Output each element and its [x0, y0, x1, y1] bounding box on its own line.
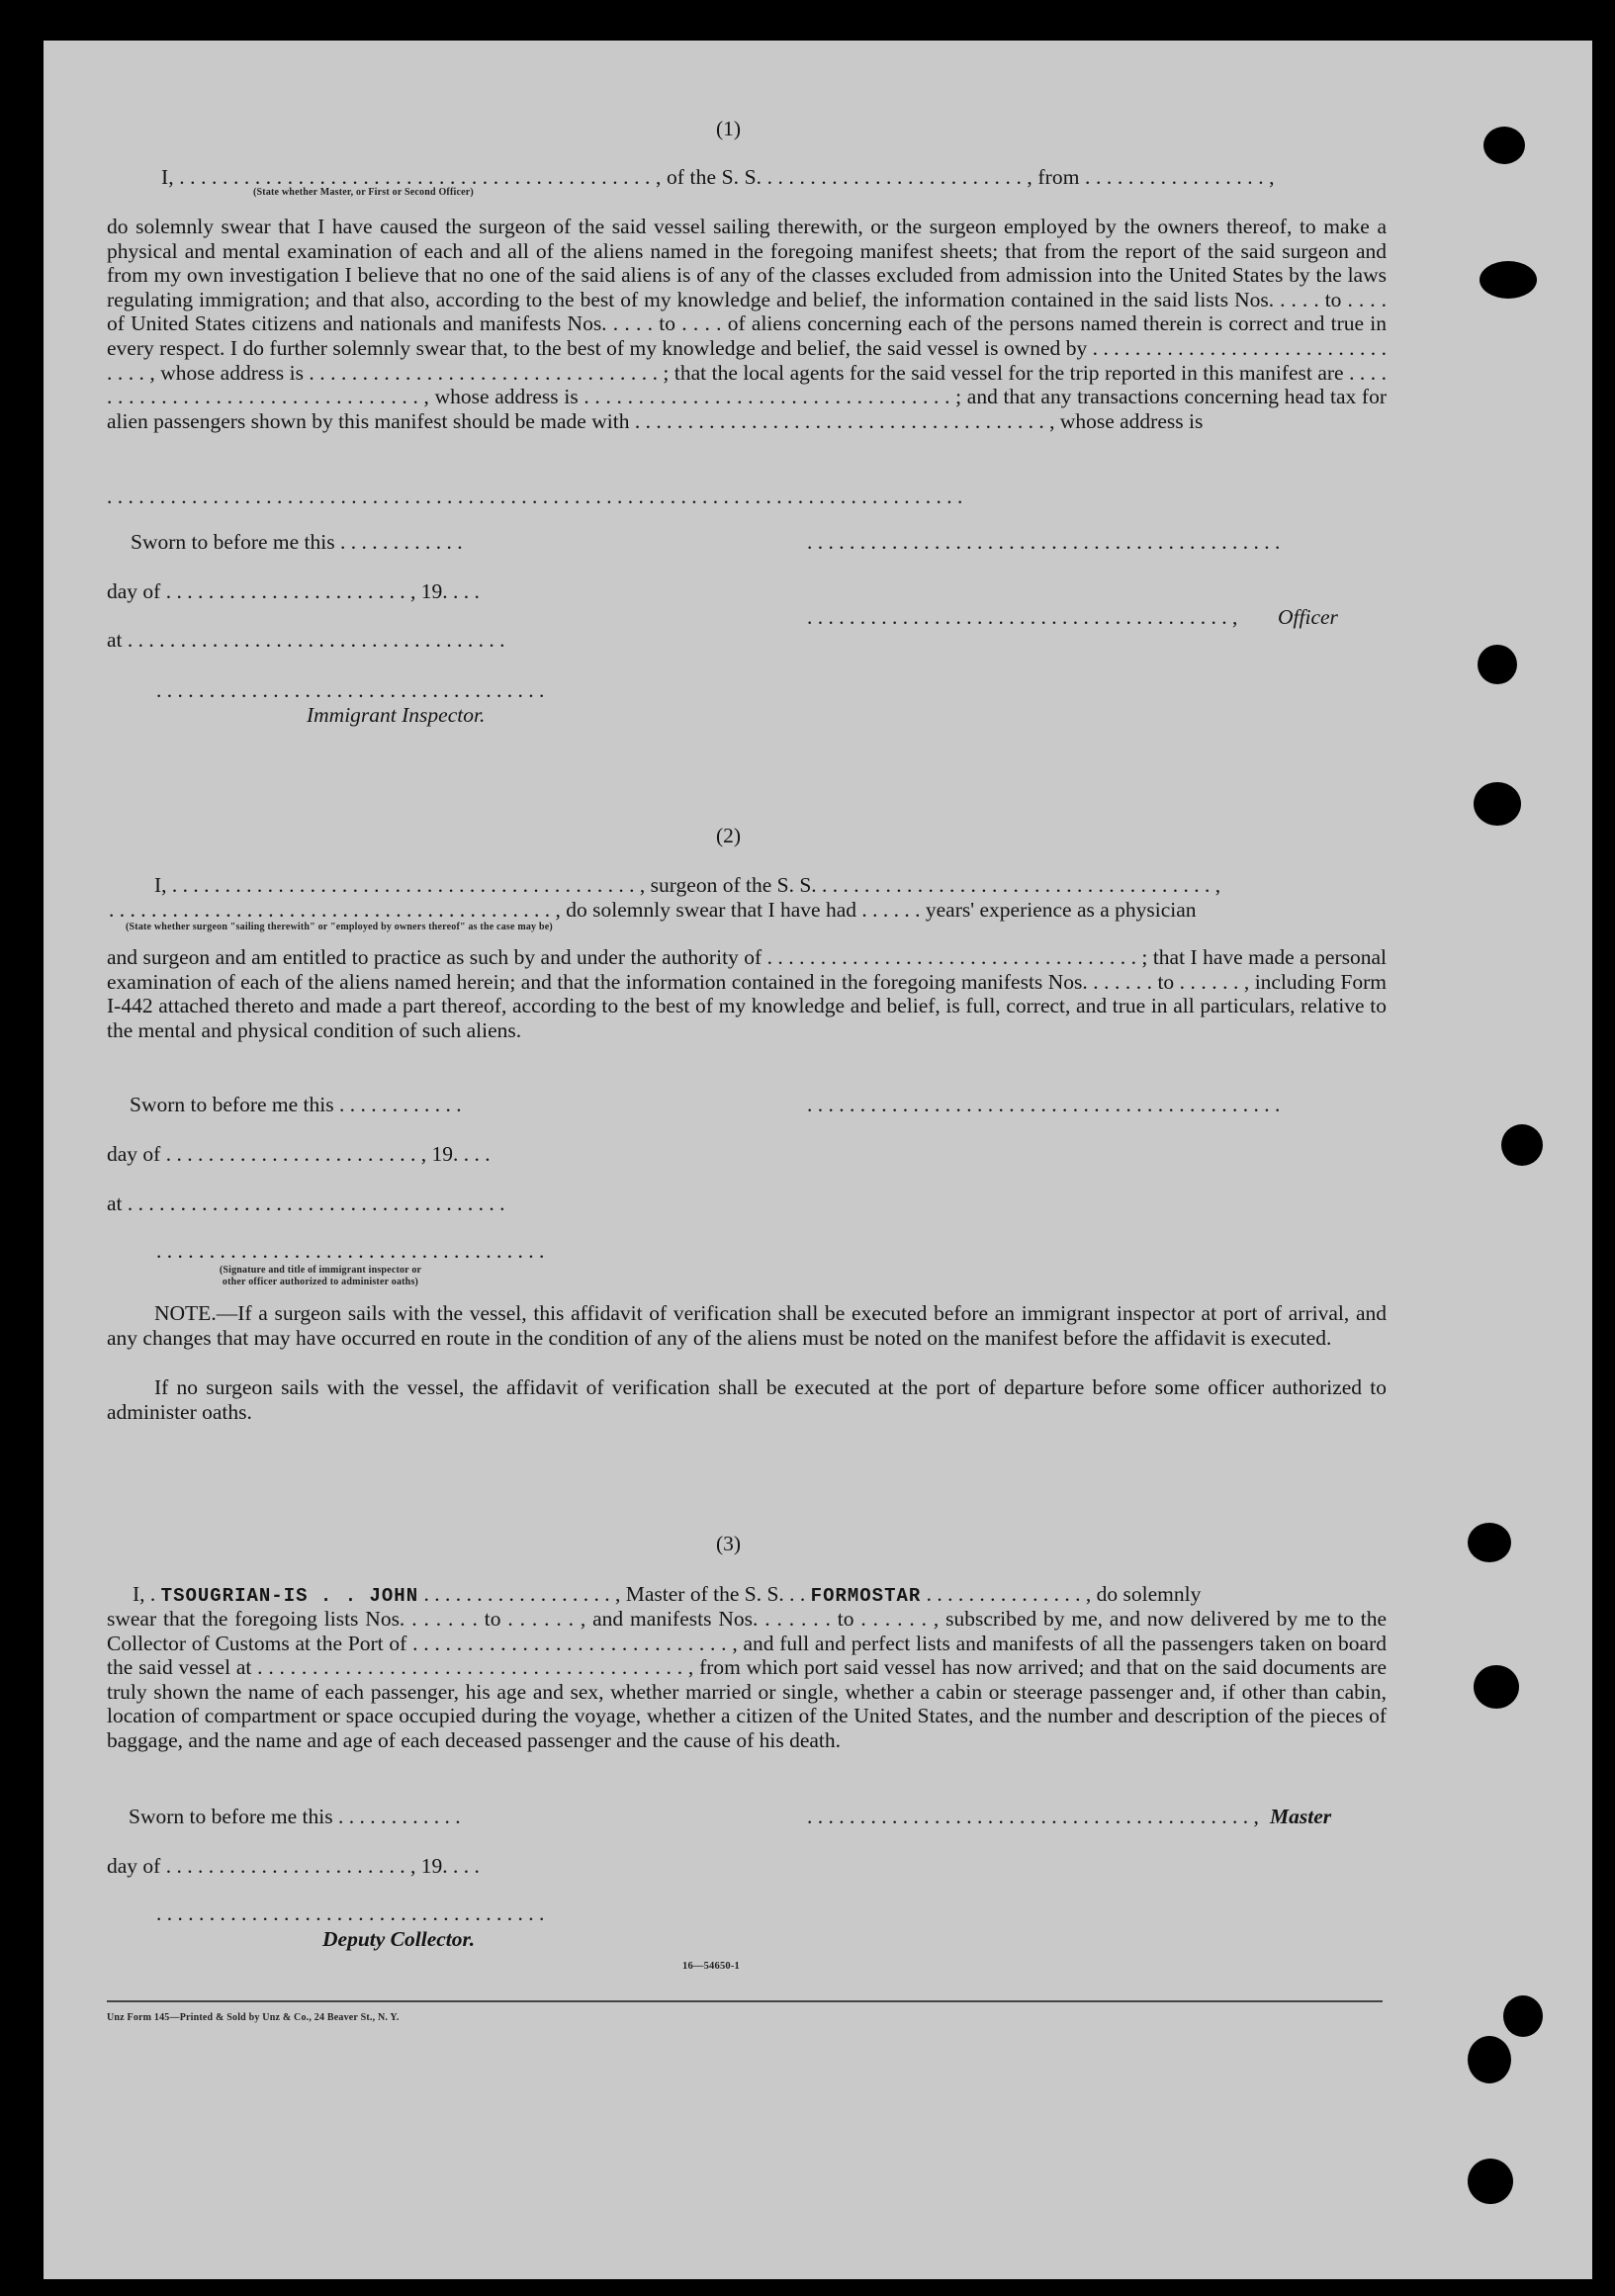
punch-hole — [1474, 1665, 1519, 1709]
section-2-surgeon-note: (State whether surgeon "sailing therewith" or "employed by owners thereof" as the case may be) — [126, 922, 553, 932]
section-2-at: at . . . . . . . . . . . . . . . . . . . . . . . . . . . . . . . . . . . . — [107, 1192, 505, 1215]
section-3-oath-text: swear that the foregoing lists Nos. . . . . . . to . . . . . . , and manifests Nos. . . . . . . to . . . . . . , subscribed by me, and now delivered by me to the Collector of Customs at the Port of . . . . . . . . . . . . . . . . . . . . . . . . . . . . . , and full and perfect lists and manifests of all the passengers taken on board the said vessel at . . . . . . . . . . . . . . . . . . . . . . . . . . . . . . . . . . . . . . . , from which port said vessel has now arrived; and that on the said documents are truly shown the name of each passenger, his age and sex, whether married or single, whether a cabin or steerage passenger and, if other than cabin, location of compartment or space occupied during the voyage, whether a citizen of the United States, and the number and description of the pieces of baggage, and the name and age of each deceased passenger and the cause of his death. — [107, 1607, 1387, 1752]
section-2-inspector-note-2: other officer authorized to administer oaths) — [222, 1277, 419, 1287]
punch-hole — [1478, 645, 1517, 684]
section-3-ship-name: FORMOSTAR — [810, 1585, 922, 1607]
section-3-number: (3) — [715, 1532, 742, 1555]
section-1-officer-line: . . . . . . . . . . . . . . . . . . . . . . . . . . . . . . . . . . . . . . . . , — [807, 605, 1238, 629]
section-3-master-signature-line: . . . . . . . . . . . . . . . . . . . . . . . . . . . . . . . . . . . . . . . . . . , — [807, 1805, 1259, 1828]
section-1-inspector-label: Immigrant Inspector. — [307, 703, 486, 727]
section-3-line-end: . . . . . . . . . . . . . . . , do solemnly — [926, 1582, 1202, 1606]
section-1-address-dots: . . . . . . . . . . . . . . . . . . . . . . . . . . . . . . . . . . . . . . . . . . . . . . . . . . . . . . . . . . . . . . . . . . . . . . . . . . . . . . . . . — [107, 485, 963, 508]
section-1-day: day of . . . . . . . . . . . . . . . . . . . . . . . , 19. . . . — [107, 579, 480, 603]
punch-hole — [1501, 1124, 1543, 1166]
section-2-sworn: Sworn to before me this . . . . . . . . . . . . — [130, 1093, 462, 1116]
section-3-master-name: TSOUGRIAN-IS . . JOHN — [160, 1585, 419, 1607]
section-2-experience-line: . . . . . . . . . . . . . . . . . . . . . . . . . . . . . . . . . . . . . . . . . . , do solemnly swear that I have had . . . . . . years' experience as a physician — [109, 898, 1197, 922]
section-3-master-label: Master — [1270, 1805, 1332, 1828]
printer-footer: Unz Form 145—Printed & Sold by Unz & Co., 24 Beaver St., N. Y. — [107, 2012, 400, 2023]
punch-hole — [1468, 2159, 1513, 2204]
section-3-master-line — [133, 1582, 1201, 1609]
section-1-officer-label: Officer — [1278, 605, 1338, 629]
section-1-signature-line: . . . . . . . . . . . . . . . . . . . . . . . . . . . . . . . . . . . . . . . . . . . . . — [807, 530, 1281, 554]
section-3-day: day of . . . . . . . . . . . . . . . . . . . . . . . , 19. . . . — [107, 1854, 480, 1878]
section-2-note-paragraph: NOTE.—If a surgeon sails with the vessel, this affidavit of verification shall be executed before an immigrant inspector at port of arrival, and any changes that may have occurred en route in the condition of any of the aliens must be noted on the manifest before the affidavit is executed. — [107, 1301, 1387, 1350]
form-page — [44, 41, 1592, 2279]
section-2-number: (2) — [715, 824, 742, 847]
section-3-i-prefix: I, . — [133, 1582, 156, 1606]
punch-hole — [1483, 127, 1525, 164]
punch-hole — [1468, 2036, 1511, 2083]
section-2-day: day of . . . . . . . . . . . . . . . . . . . . . . . . , 19. . . . — [107, 1142, 491, 1166]
section-3-sworn: Sworn to before me this . . . . . . . . . . . . — [129, 1805, 461, 1828]
section-1-number: (1) — [715, 117, 742, 140]
section-2-inspector-line: . . . . . . . . . . . . . . . . . . . . . . . . . . . . . . . . . . . . . — [156, 1239, 545, 1263]
section-3-collector-line: . . . . . . . . . . . . . . . . . . . . . . . . . . . . . . . . . . . . . — [156, 1901, 545, 1925]
punch-hole — [1480, 261, 1537, 299]
punch-hole — [1503, 1995, 1543, 2037]
section-2-inspector-note-1: (Signature and title of immigrant inspector or — [219, 1265, 422, 1276]
punch-hole — [1474, 782, 1521, 826]
section-2-signature-line: . . . . . . . . . . . . . . . . . . . . . . . . . . . . . . . . . . . . . . . . . . . . . — [807, 1093, 1281, 1116]
section-3-collector-label: Deputy Collector. — [322, 1927, 476, 1951]
punch-hole — [1468, 1523, 1511, 1562]
section-3-master-mid: . . . . . . . . . . . . . . . . . . , Master of the S. S. . . — [423, 1582, 806, 1606]
section-2-oath-text: and surgeon and am entitled to practice as such by and under the authority of . . . . . . . . . . . . . . . . . . . . . . . . . . . . . . . . . . . ; that I have made a personal examination of each of the aliens named herein; and that the information contained in the foregoing manifests Nos. . . . . . . to . . . . . . , including Form I-442 attached thereto and made a part thereof, according to the best of my knowledge and belief, is full, correct, and true in all particulars, relative to the mental and physical condition of such aliens. — [107, 945, 1387, 1042]
section-1-officer-note: (State whether Master, or First or Second Officer) — [253, 187, 474, 198]
section-1-declarant-line: I, . . . . . . . . . . . . . . . . . . . . . . . . . . . . . . . . . . . . . . . . . . . . , of the S. S. . . . . . . . . . . . . . . . . . . . . . . . . , from . . . . . . . . . . . . . . . . . , — [161, 165, 1275, 189]
section-1-inspector-line: . . . . . . . . . . . . . . . . . . . . . . . . . . . . . . . . . . . . . — [156, 678, 545, 702]
section-2-surgeon-line: I, . . . . . . . . . . . . . . . . . . . . . . . . . . . . . . . . . . . . . . . . . . . . , surgeon of the S. S. . . . . . . . . . . . . . . . . . . . . . . . . . . . . . . . . . . . . . , — [154, 873, 1221, 897]
section-2-no-surgeon-paragraph: If no surgeon sails with the vessel, the affidavit of verification shall be executed at the port of departure before some officer authorized to administer oaths. — [107, 1375, 1387, 1424]
section-1-oath-text: do solemnly swear that I have caused the surgeon of the said vessel sailing therewith, or the surgeon employed by the owners thereof, to make a physical and mental examination of each and all of the aliens named in the foregoing manifest sheets; that from the report of the said surgeon and from my own investigation I believe that no one of the said aliens is of any of the classes excluded from admission into the United States by the laws regulating immigration; and that also, according to the best of my knowledge and belief, the information contained in the said lists Nos. . . . . to . . . . of United States citizens and nationals and manifests Nos. . . . . to . . . . of aliens concerning each of the persons named therein is correct and true in every respect. I do further solemnly swear that, to the best of my knowledge and belief, the said vessel is owned by . . . . . . . . . . . . . . . . . . . . . . . . . . . . . . . . , whose address is . . . . . . . . . . . . . . . . . . . . . . . . . . . . . . . . . ; that the local agents for the said vessel for the trip reported in this manifest are . . . . . . . . . . . . . . . . . . . . . . . . . . . . . . . . . , whose address is . . . . . . . . . . . . . . . . . . . . . . . . . . . . . . . . . . ; and that any transactions concerning head tax for alien passengers shown by this manifest should be made with . . . . . . . . . . . . . . . . . . . . . . . . . . . . . . . . . . . . . . . , whose address is — [107, 215, 1387, 433]
section-1-at: at . . . . . . . . . . . . . . . . . . . . . . . . . . . . . . . . . . . . — [107, 628, 505, 652]
section-1-sworn: Sworn to before me this . . . . . . . . . . . . — [131, 530, 463, 554]
footer-rule — [107, 2000, 1383, 2002]
form-number: 16—54650-1 — [682, 1961, 740, 1972]
